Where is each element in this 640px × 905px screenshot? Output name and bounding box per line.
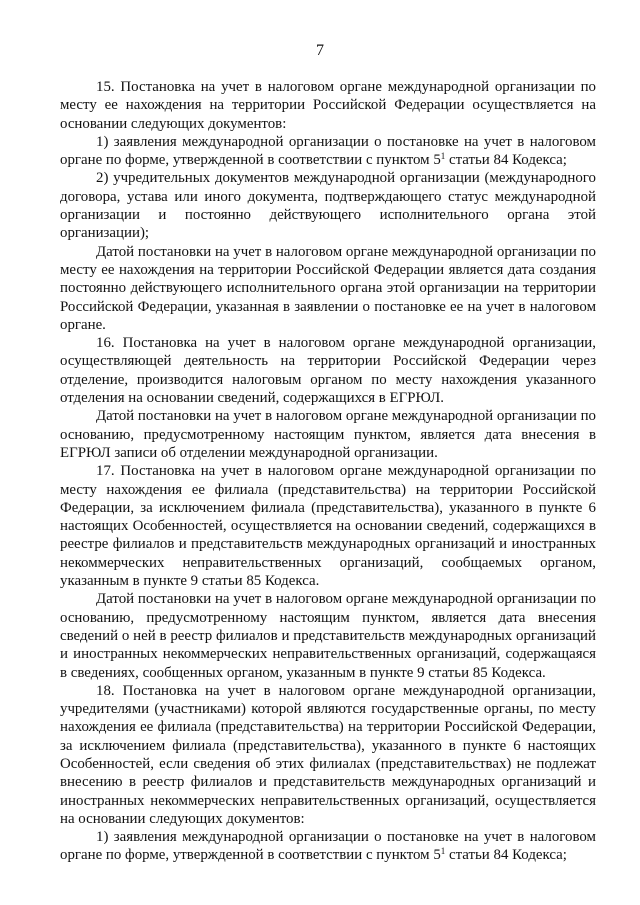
paragraph-16-date: Датой постановки на учет в налоговом органе международной организации по основанию, предусмотренному настоящим пунктом, является дата внесения в ЕГРЮЛ записи об отделении международной организации. bbox=[60, 408, 596, 461]
item-text-tail: статьи 84 Кодекса; bbox=[445, 152, 567, 169]
page-number: 7 bbox=[316, 42, 324, 59]
paragraph-15-date: Датой постановки на учет в налоговом органе международной организации по месту ее нахождения на территории Российской Федерации является дата создания постоянно действующего исполнительного органа этой организации на территории Российской Федерации, указанная в заявлении о постановке ее на учет в налоговом органе. bbox=[60, 243, 596, 333]
document-body bbox=[60, 78, 596, 865]
paragraph-18-item-1 bbox=[60, 828, 596, 865]
paragraph-17: 17. Постановка на учет в налоговом органе международной организации по месту нахождения ее филиала (представительства) на территории Российской Федерации, за исключением филиала (представительства), указанного в пункте 6 настоящих Особенностей, осуществляется на основании сведений, содержащихся в реестре филиалов и представительств международных организаций и иностранных некоммерческих неправительственных организаций, сообщаемых органом, указанным в пункте 9 статьи 85 Кодекса. bbox=[60, 463, 596, 590]
item-text: 1) заявления международной организации о постановке на учет в налоговом органе по форме, утвержденной в соответствии с пунктом 5 bbox=[60, 133, 596, 169]
item-text-tail: статьи 84 Кодекса; bbox=[445, 847, 567, 864]
superscript: 1 bbox=[440, 151, 446, 162]
paragraph-15-item-1 bbox=[60, 133, 596, 170]
item-text: 1) заявления международной организации о постановке на учет в налоговом органе по форме, утвержденной в соответствии с пунктом 5 bbox=[60, 829, 596, 864]
superscript: 1 bbox=[440, 846, 446, 857]
paragraph-15-item-2: 2) учредительных документов международной организации (международного договора, устава или иного документа, подтверждающего статус международной организации и постоянно действующего исполнительного органа этой организации); bbox=[60, 170, 596, 242]
paragraph-15: 15. Постановка на учет в налоговом органе международной организации по месту ее нахождения на территории Российской Федерации осуществляется на основании следующих документов: bbox=[60, 79, 596, 132]
paragraph-18: 18. Постановка на учет в налоговом органе международной организации, учредителями (участниками) которой являются государственные органы, по месту нахождения ее филиала (представительства) на территории Российской Федерации, за исключением филиала (представительства), указанного в пункте 6 настоящих Особенностей, если сведения об этих филиалах (представительствах) не подлежат внесению в реестр филиалов и представительств международных организаций и иностранных некоммерческих неправительственных организаций, осуществляется на основании следующих документов: bbox=[60, 682, 596, 827]
paragraph-17-date: Датой постановки на учет в налоговом органе международной организации по основанию, предусмотренному настоящим пунктом, является дата внесения сведений о ней в реестр филиалов и представительств международных организаций и иностранных некоммерческих неправительственных организаций, содержащаяся в сведениях, сообщенных органом, указанным в пункте 9 статьи 85 Кодекса. bbox=[60, 591, 596, 681]
paragraph-16: 16. Постановка на учет в налоговом органе международной организации, осуществляющей деятельность на территории Российской Федерации через отделение, производится налоговым органом по месту нахождения указанного отделения на основании сведений, содержащихся в ЕГРЮЛ. bbox=[60, 335, 596, 407]
